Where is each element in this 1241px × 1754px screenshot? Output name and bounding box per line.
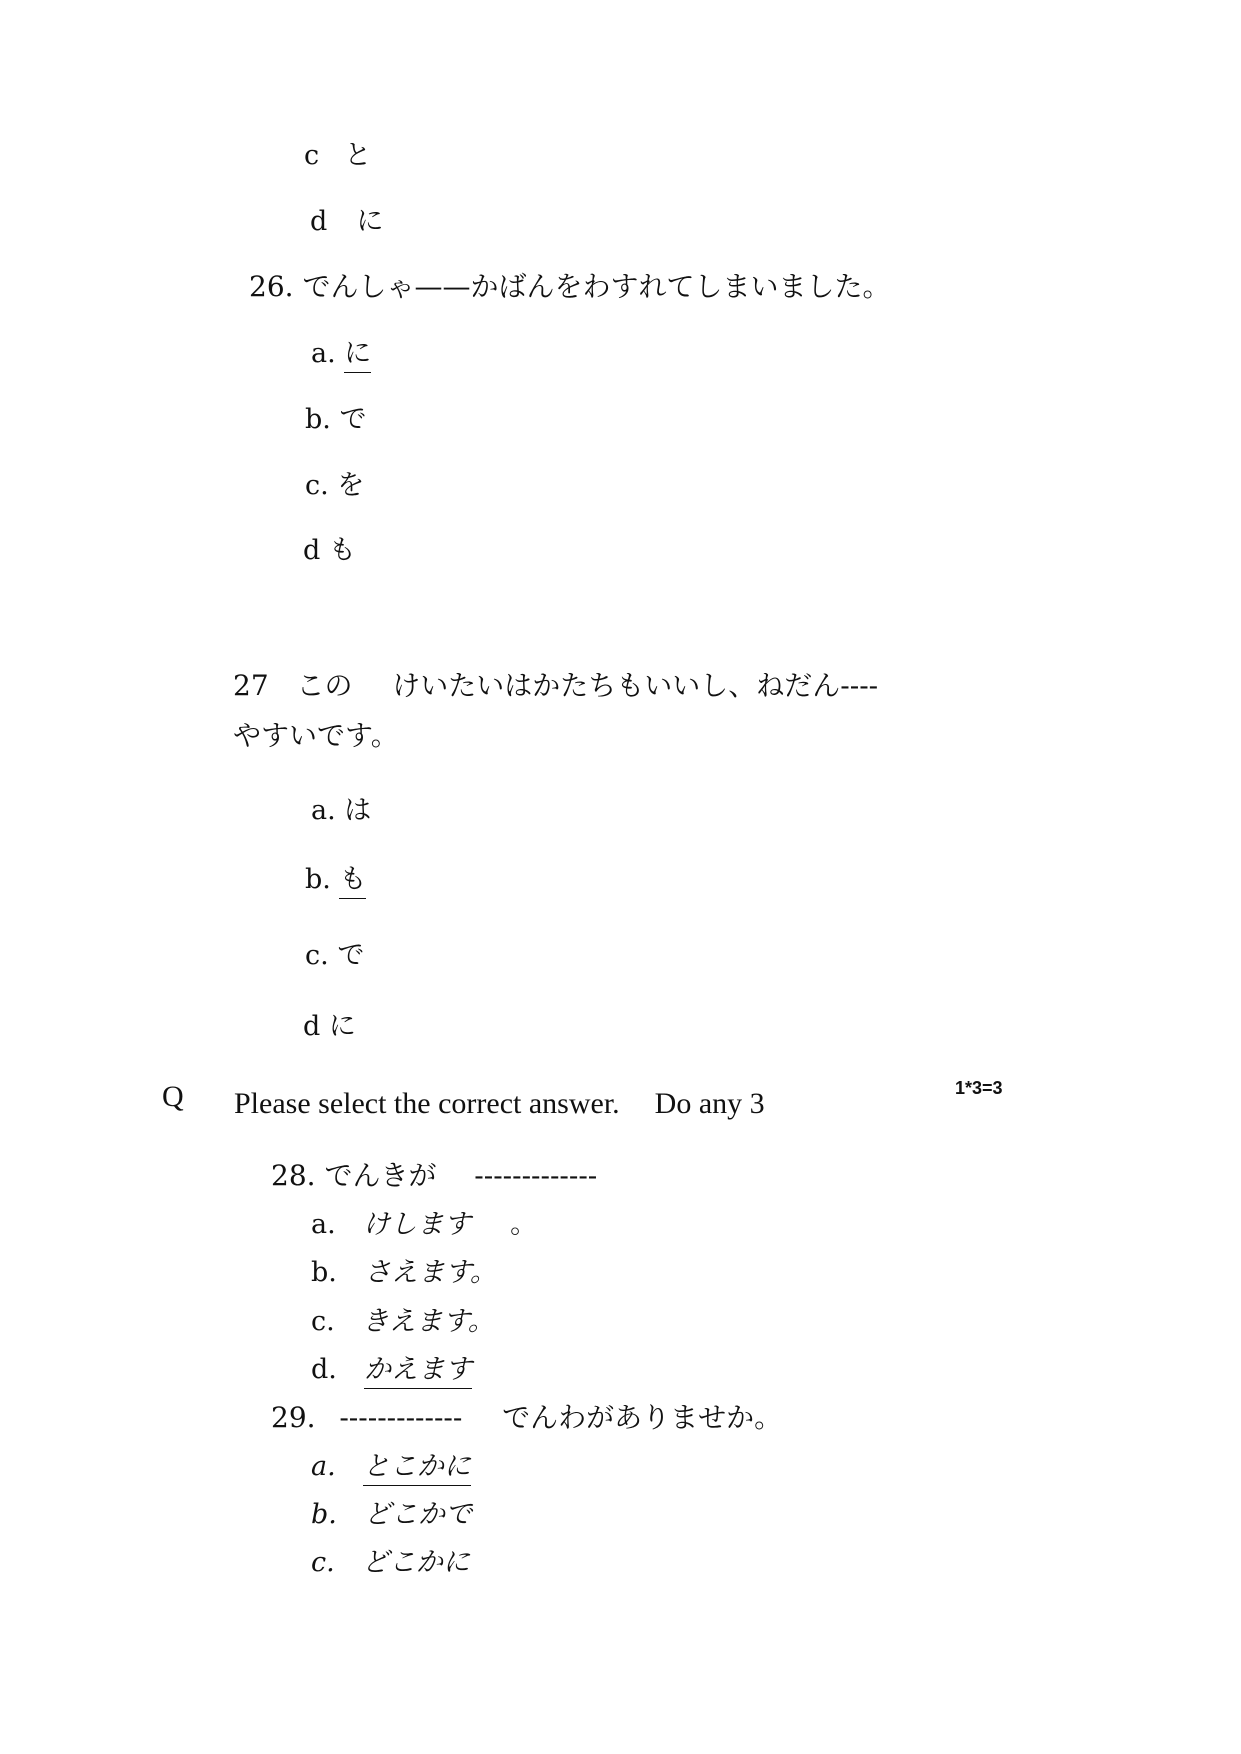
question-28: [271, 1159, 598, 1192]
question-26: [249, 270, 891, 303]
option-text: に: [356, 206, 384, 237]
question-text: でんしゃ——かばんをわすれてしまいました。: [302, 270, 891, 303]
option-text: さえます。: [364, 1257, 497, 1288]
section-instruction: [234, 1089, 765, 1119]
option-text: に: [328, 1011, 356, 1042]
q26-option-c: [305, 472, 364, 499]
option-text: で: [339, 404, 367, 435]
q27-option-b: [305, 866, 366, 893]
option-label: b.: [305, 404, 331, 435]
prev-option-d: [310, 208, 383, 235]
q26-option-b: [305, 406, 366, 433]
q27-option-d: [303, 1013, 356, 1040]
question-number: 27: [233, 669, 269, 702]
option-text: きえます。: [361, 1306, 495, 1337]
section-marker: Q: [162, 1080, 184, 1113]
option-label: c.: [311, 1547, 335, 1578]
q29-option-a: [311, 1453, 471, 1480]
option-text: どこかに: [361, 1547, 470, 1578]
q29-option-b: [311, 1501, 472, 1528]
q28-option-d: [311, 1356, 472, 1383]
question-number: 28.: [271, 1159, 316, 1192]
question-blank: -------------: [474, 1159, 598, 1192]
option-text: と: [344, 140, 372, 171]
question-29: [271, 1401, 783, 1434]
question-number: 29.: [271, 1401, 316, 1434]
option-label: d: [310, 206, 328, 237]
question-number: 26.: [249, 270, 294, 303]
option-text-answer: とこかに: [363, 1451, 471, 1486]
q26-option-a: [311, 340, 371, 367]
option-text-answer: かえます: [364, 1354, 472, 1389]
option-text: どこかで: [364, 1499, 473, 1530]
option-text: も: [328, 535, 356, 566]
option-label: d: [303, 535, 321, 566]
q28-option-c: [311, 1308, 495, 1335]
option-text-answer: に: [344, 338, 371, 373]
instruction-extra: Do any 3: [654, 1087, 765, 1120]
option-label: c.: [305, 470, 329, 501]
option-label: b.: [311, 1257, 337, 1288]
option-suffix: 。: [510, 1209, 538, 1240]
q28-option-b: [311, 1259, 497, 1286]
option-text: けします: [362, 1209, 471, 1240]
q26-option-d: [303, 537, 356, 564]
option-label: b.: [311, 1499, 337, 1530]
question-text-part1: この: [296, 669, 353, 702]
q27-option-a: [311, 797, 371, 824]
option-text: で: [337, 940, 365, 971]
question-text: でんわがありませか。: [502, 1401, 783, 1434]
section-marks: 1*3=3: [955, 1078, 1003, 1098]
option-label: c: [304, 140, 320, 171]
option-label: a.: [311, 1209, 336, 1240]
question-text-part2: けいたいはかたちもいいし、ねだん----: [392, 669, 879, 702]
q28-option-a: [311, 1211, 537, 1238]
option-label: d.: [311, 1354, 337, 1385]
option-label: c.: [305, 940, 329, 971]
question-blank: -------------: [339, 1401, 463, 1434]
option-label: a.: [311, 1451, 336, 1482]
question-27: [233, 669, 879, 702]
option-text: を: [337, 470, 365, 501]
option-label: a.: [311, 338, 336, 369]
question-text: でんきが: [324, 1159, 437, 1192]
option-label: c.: [311, 1306, 335, 1337]
instruction-text: Please select the correct answer.: [234, 1087, 620, 1120]
option-text: は: [344, 795, 372, 826]
option-label: b.: [305, 864, 331, 895]
question-27-line2: [233, 719, 399, 752]
q29-option-c: [311, 1549, 470, 1576]
option-label: a.: [311, 795, 336, 826]
prev-option-c: [304, 142, 371, 169]
option-label: d: [303, 1011, 321, 1042]
option-text-answer: も: [339, 864, 366, 899]
q27-option-c: [305, 942, 364, 969]
question-text-line2: やすいです。: [233, 719, 399, 752]
